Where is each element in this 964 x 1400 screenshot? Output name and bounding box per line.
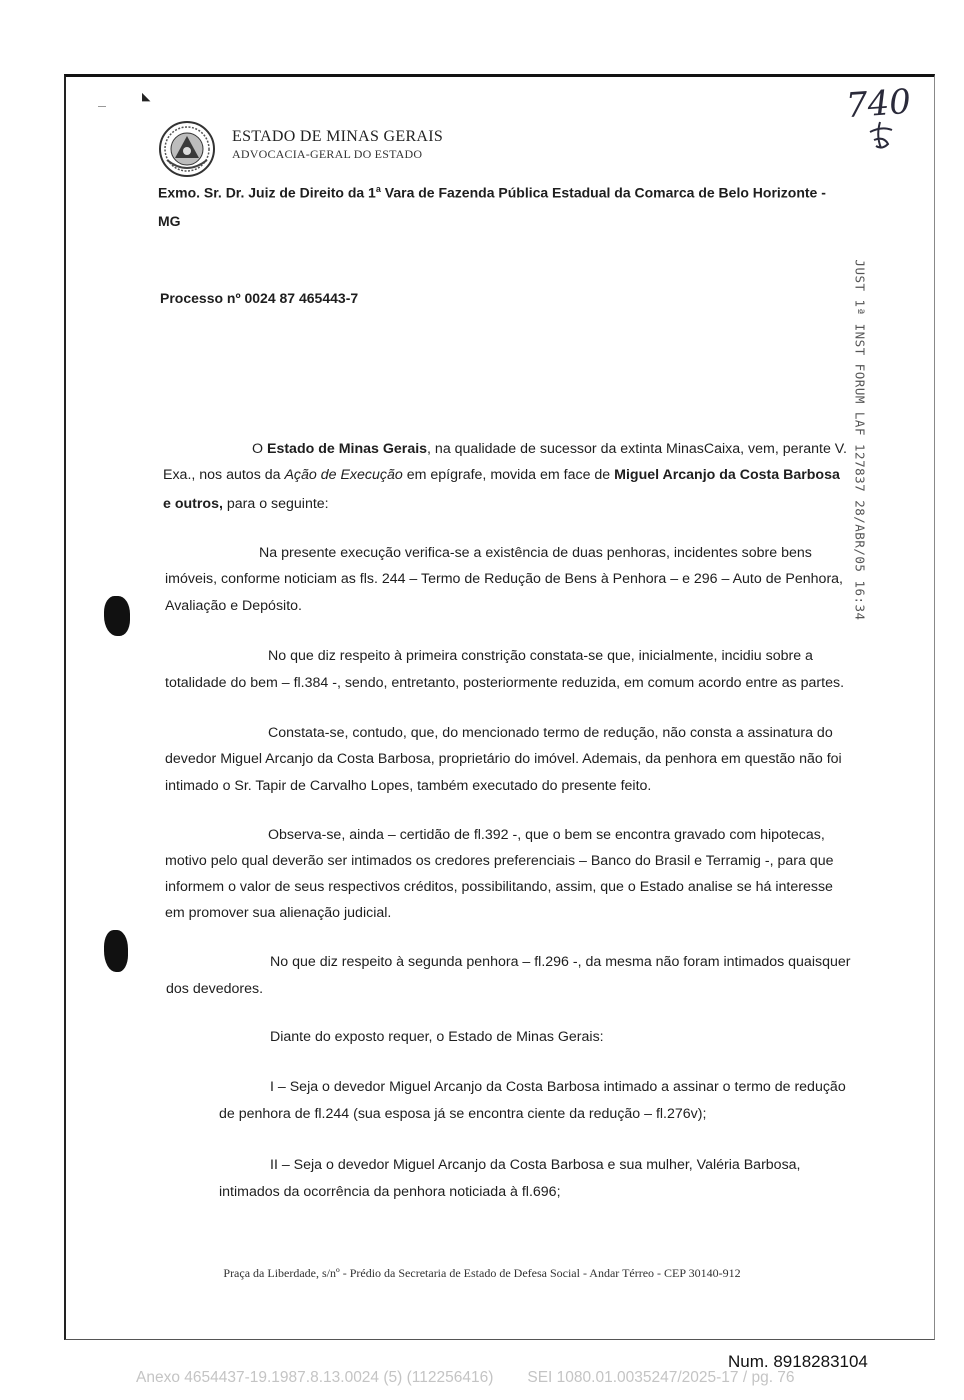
intro-line-3: e outros, para o seguinte:	[163, 496, 329, 512]
paragraph-2-line-1: No que diz respeito à primeira constrição constata-se que, inicialmente, incidiu sobre a	[268, 648, 813, 664]
paragraph-1-line-1: Na presente execução verifica-se a existência de duas penhoras, incidentes sobre bens	[259, 545, 812, 561]
issuer-block	[232, 128, 443, 162]
initials-signature-icon	[866, 118, 896, 154]
addressee-line-2: MG	[158, 213, 181, 229]
paragraph-5-line-2: dos devedores.	[166, 981, 264, 997]
intro-line-2: Exa., nos autos da Ação de Execução em epígrafe, movida em face de Miguel Arcanjo da Costa Barbosa	[163, 467, 840, 483]
page-frame	[64, 74, 935, 1340]
ink-blot	[104, 930, 128, 972]
paragraph-4-line-3: informem o valor de seus respectivos créditos, possibilitando, assim, que o Estado analise se há interesse	[165, 879, 833, 895]
handwritten-page-number: 740	[844, 81, 913, 127]
paragraph-4-line-2: motivo pelo qual deverão ser intimados os credores preferenciais – Banco do Brasil e Terramig -, para que	[165, 853, 834, 869]
filing-stamp: JUST 1ª INST FORUM LAF 127837 28/ABR/05 16:34	[852, 259, 868, 621]
state-name: ESTADO DE MINAS GERAIS	[232, 128, 444, 145]
scan-tick-icon: ◣	[142, 91, 151, 103]
state-seal-icon	[158, 120, 216, 178]
paragraph-6: Diante do exposto requer, o Estado de Minas Gerais:	[270, 1029, 604, 1045]
request-item-2-line-2: intimados da ocorrência da penhora noticiada à fl.696;	[219, 1184, 561, 1200]
process-number: Processo nº 0024 87 465443-7	[160, 290, 359, 306]
request-item-1-line-1: I – Seja o devedor Miguel Arcanjo da Costa Barbosa intimado a assinar o termo de redução	[270, 1079, 846, 1095]
paragraph-3-line-3: intimado o Sr. Tapir de Carvalho Lopes, também executado do presente feito.	[165, 778, 652, 794]
paragraph-3-line-1: Constata-se, contudo, que, do mencionado termo de redução, não consta a assinatura do	[268, 725, 833, 741]
paragraph-1-line-2: imóveis, conforme noticiam as fls. 244 – Termo de Redução de Bens à Penhora – e 296 – Auto de Penhora,	[165, 571, 843, 587]
document-number: Num. 8918283104	[728, 1352, 868, 1371]
intro-line-1: O Estado de Minas Gerais, na qualidade de sucessor da extinta MinasCaixa, vem, perante V.	[252, 441, 847, 457]
paragraph-2-line-2: totalidade do bem – fl.384 -, sendo, entretanto, posteriormente reduzida, em comum acordo entre as partes.	[165, 675, 845, 691]
paragraph-1-line-3: Avaliação e Depósito.	[165, 598, 302, 614]
ink-blot	[104, 596, 130, 636]
paragraph-4-line-4: em promover sua alienação judicial.	[165, 905, 392, 921]
annex-right: SEI 1080.01.0035247/2025-17 / pg. 76	[527, 1369, 795, 1386]
paragraph-5-line-1: No que diz respeito à segunda penhora – fl.296 -, da mesma não foram intimados quaisquer	[270, 954, 851, 970]
annex-left: Anexo 4654437-19.1987.8.13.0024 (5) (112256416)	[136, 1369, 494, 1386]
request-item-2-line-1: II – Seja o devedor Miguel Arcanjo da Costa Barbosa e sua mulher, Valéria Barbosa,	[270, 1157, 801, 1173]
agency-name: ADVOCACIA-GERAL DO ESTADO	[232, 147, 423, 161]
paragraph-3-line-2: devedor Miguel Arcanjo da Costa Barbosa, proprietário do imóvel. Ademais, da penhora em questão não foi	[165, 751, 842, 767]
scan-mark	[98, 106, 106, 107]
paragraph-4-line-1: Observa-se, ainda – certidão de fl.392 -, que o bem se encontra gravado com hipotecas,	[268, 827, 825, 843]
addressee-line-1: Exmo. Sr. Dr. Juiz de Direito da 1$^a$ Vara de Fazenda Pública Estadual da Comarca de Belo Horizonte -	[158, 184, 826, 201]
address-footer: Praça da Liberdade, s/nº - Prédio da Secretaria de Estado de Defesa Social - Andar Térreo - CEP 30140-912	[223, 1266, 741, 1280]
request-item-1-line-2: de penhora de fl.244 (sua esposa já se encontra ciente da redução – fl.276v);	[219, 1106, 707, 1122]
annex-reference	[136, 1369, 795, 1387]
